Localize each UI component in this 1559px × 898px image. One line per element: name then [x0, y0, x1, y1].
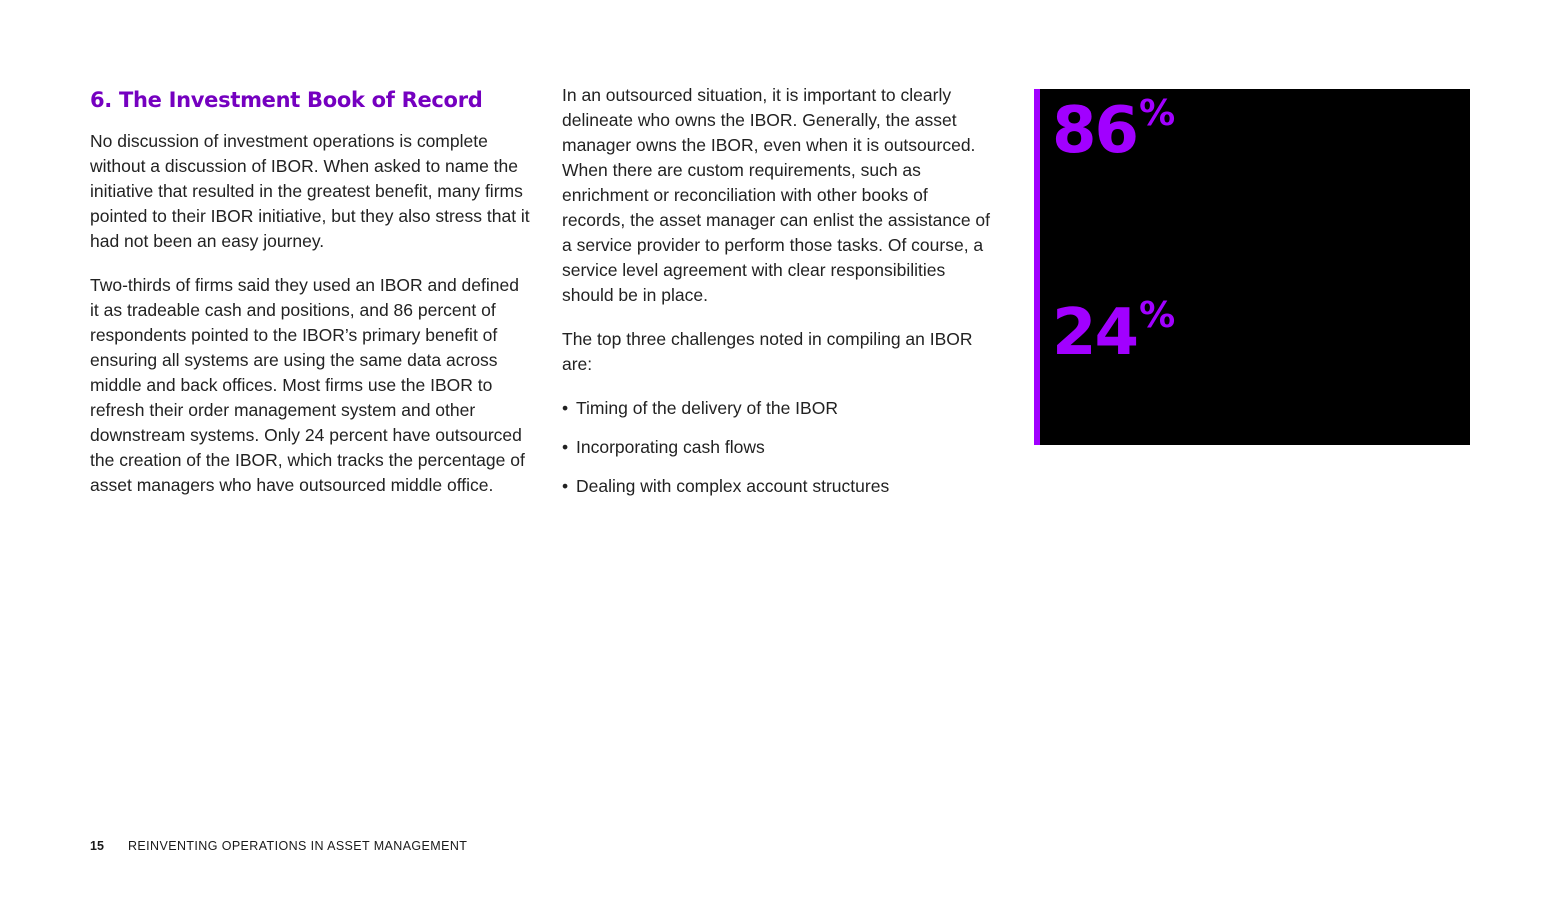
list-item — [562, 396, 889, 421]
stat-panel — [1034, 89, 1470, 445]
section-heading: 6. The Investment Book of Record — [90, 88, 483, 112]
page-number: 15 — [90, 839, 104, 853]
list-item-text: Timing of the delivery of the IBOR — [576, 398, 838, 418]
list-item-text: Incorporating cash flows — [576, 437, 765, 457]
bullet-icon: • — [562, 398, 569, 418]
running-title: REINVENTING OPERATIONS IN ASSET MANAGEMENT — [128, 839, 468, 853]
stat-number: 24 — [1052, 296, 1138, 370]
intro-paragraph: No discussion of investment operations is complete without a discussion of IBOR. When asked to name the initiative that resulted in the greatest benefit, many firms pointed to their IBOR initiative, but they also stress that it had not been an easy journey. — [90, 131, 530, 251]
stat-number: 86 — [1052, 94, 1138, 168]
outsourcing-paragraph: In an outsourced situation, it is important to clearly delineate who owns the IBOR. Generally, the asset manager owns the IBOR, even when it is outsourced. When there are custom requirements, such as enrichment or reconciliation with other books of records, the asset manager can enlist the assistance of a service provider to perform those tasks. Of course, a service level agreement with clear responsibilities should be in place. — [562, 85, 991, 305]
bullet-icon: • — [562, 476, 569, 496]
stat-unit: % — [1139, 295, 1176, 336]
bullet-icon: • — [562, 437, 569, 457]
stat-unit: % — [1139, 93, 1176, 134]
list-item — [562, 474, 889, 499]
list-item — [562, 435, 889, 460]
list-item-text: Dealing with complex account structures — [576, 476, 890, 496]
ibor-usage-paragraph: Two-thirds of firms said they used an IBOR and defined it as tradeable cash and positions, and 86 percent of respondents pointed to the IBOR’s primary benefit of ensuring all systems are using the same data across middle and back offices. Most firms use the IBOR to refresh their order management system and other downstream systems. Only 24 percent have outsourced the creation of the IBOR, which tracks the percentage of asset managers who have outsourced middle office. — [90, 275, 525, 495]
stat-24-percent — [1052, 297, 1175, 369]
stat-86-percent — [1052, 95, 1175, 167]
challenges-intro-paragraph: The top three challenges noted in compiling an IBOR are: — [562, 329, 973, 374]
page-footer — [90, 838, 467, 854]
challenges-list — [562, 396, 889, 513]
